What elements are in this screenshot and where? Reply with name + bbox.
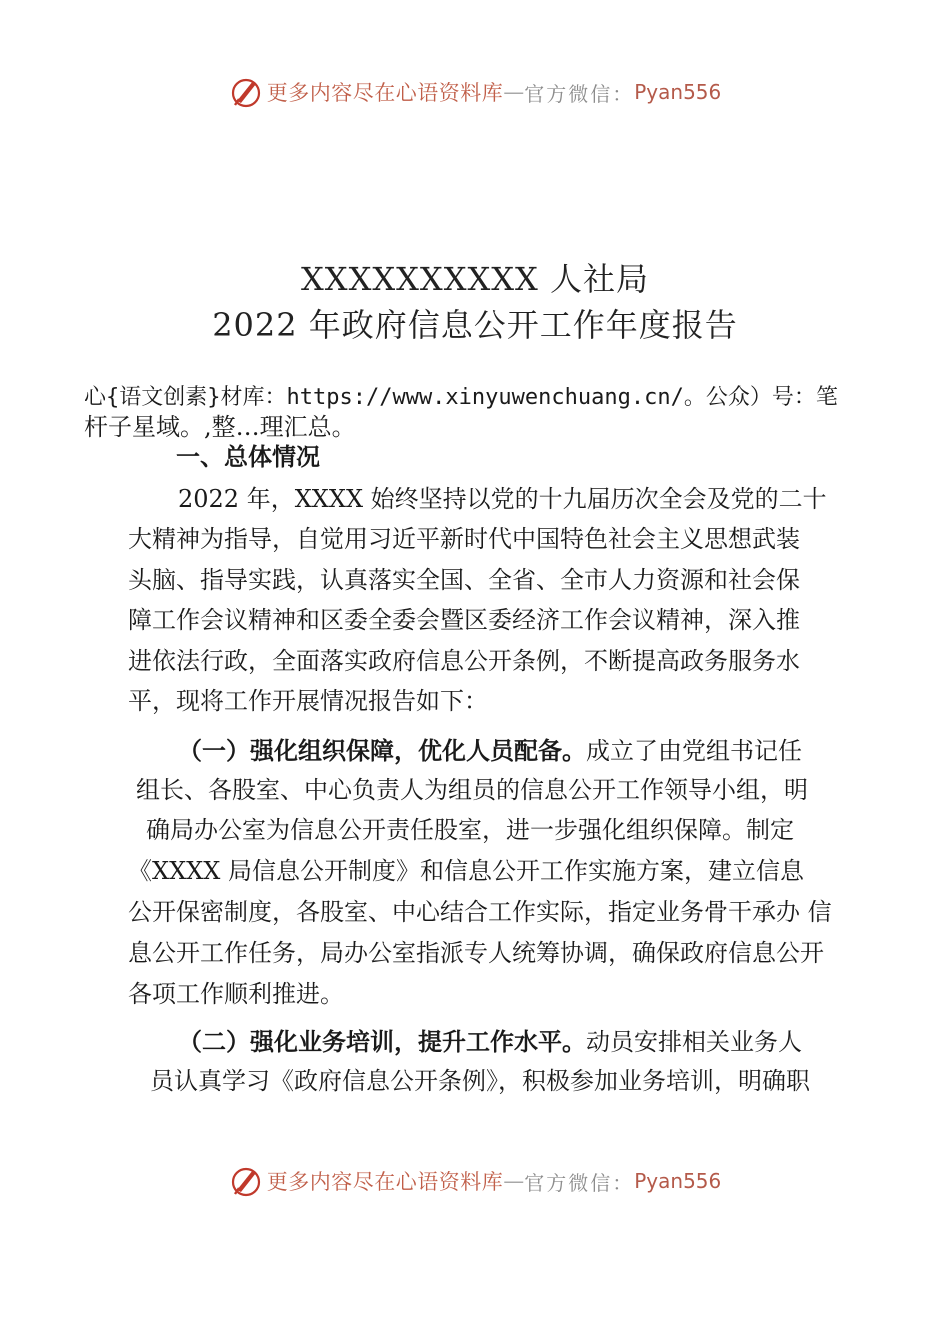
banner-contact-label: 官方微信： bbox=[524, 1170, 635, 1195]
footer-watermark-banner bbox=[0, 1161, 950, 1201]
document-title-line2: 2022 年政府信息公开工作年度报告 bbox=[212, 306, 738, 344]
paragraph-line: 公开保密制度，各股室、中心结合工作实际，指定业务骨干承办 信 bbox=[128, 898, 832, 926]
paragraph-line: 头脑、指导实践，认真落实全国、全省、全市人力资源和社会保 bbox=[128, 566, 800, 594]
paragraph-line: 进依法行政，全面落实政府信息公开条例，不断提高政务服务水 bbox=[128, 647, 800, 675]
banner-text: 更多内容尽在心语资料库 bbox=[266, 1170, 504, 1194]
paragraph-line: 大精神为指导，自觉用习近平新时代中国特色社会主义思想武装 bbox=[128, 525, 800, 553]
banner-separator: — bbox=[503, 1169, 525, 1193]
section-heading: 一、总体情况 bbox=[176, 443, 320, 471]
paragraph-line: 确局办公室为信息公开责任股室，进一步强化组织保障。制定 bbox=[146, 816, 794, 844]
paragraph-line: 2022 年，XXXX 始终坚持以党的十九届历次全会及党的二十 bbox=[178, 485, 827, 513]
document-title-line1: XXXXXXXXXX 人社局 bbox=[301, 260, 649, 298]
banner-contact-label: 官方微信： bbox=[524, 81, 635, 106]
subsection-text: 成立了由党组书记任 bbox=[586, 737, 802, 765]
banner-text: 更多内容尽在心语资料库 bbox=[266, 81, 504, 105]
banner-contact-id: Pyan556 bbox=[634, 80, 722, 104]
paragraph-line: 息公开工作任务，局办公室指派专人统筹协调，确保政府信息公开 bbox=[128, 939, 824, 967]
source-note-line: 心{语文创素}材库：https://www.xinyuwenchuang.cn/。公众）号：笔 bbox=[84, 385, 838, 410]
paragraph-line: 员认真学习《政府信息公开条例》，积极参加业务培训，明确职 bbox=[150, 1067, 810, 1095]
header-watermark-banner bbox=[0, 72, 950, 112]
paragraph-line: 《XXXX 局信息公开制度》和信息公开工作实施方案，建立信息 bbox=[128, 857, 804, 885]
subsection-heading: （二）强化业务培训，提升工作水平。 bbox=[178, 1028, 586, 1056]
paragraph-line: 组长、各股室、中心负责人为组员的信息公开工作领导小组，明 bbox=[136, 776, 808, 804]
paragraph-line: 各项工作顺利推进。 bbox=[128, 980, 344, 1008]
subsection-text: 动员安排相关业务人 bbox=[586, 1028, 802, 1056]
banner-contact-id: Pyan556 bbox=[634, 1169, 722, 1193]
banner-separator: — bbox=[503, 80, 525, 104]
source-note-line: 杆子星域。,整…理汇总。 bbox=[84, 413, 356, 441]
paragraph-line: 障工作会议精神和区委全委会暨区委经济工作会议精神，深入推 bbox=[128, 606, 800, 634]
quill-logo-icon bbox=[229, 1164, 263, 1198]
subsection-first-line bbox=[178, 1027, 802, 1057]
subsection-heading: （一）强化组织保障，优化人员配备。 bbox=[178, 737, 586, 765]
quill-logo-icon bbox=[229, 75, 263, 109]
paragraph-line: 平，现将工作开展情况报告如下： bbox=[128, 687, 488, 715]
subsection-first-line bbox=[178, 736, 802, 766]
